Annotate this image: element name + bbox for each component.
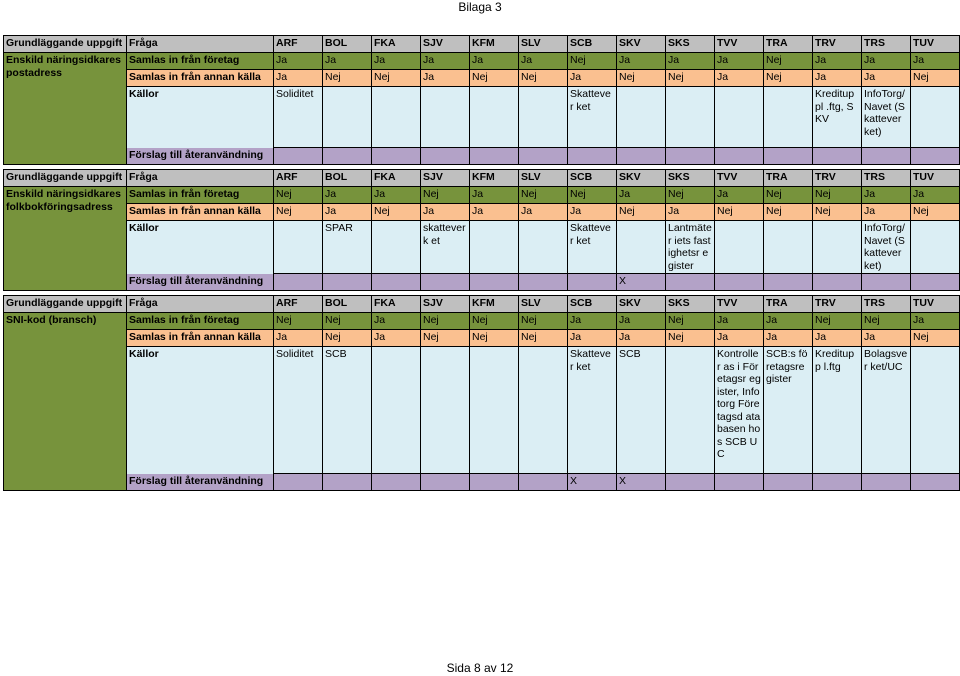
value-cell-foretag: Nej bbox=[666, 313, 715, 330]
value-cell-kallor bbox=[421, 87, 470, 148]
value-cell-kallor bbox=[372, 347, 421, 474]
page-header: Bilaga 3 bbox=[458, 0, 502, 14]
column-header-question: Fråga bbox=[127, 296, 274, 313]
header-row bbox=[4, 36, 960, 53]
value-cell-forslag bbox=[764, 274, 813, 291]
value-cell-foretag: Nej bbox=[519, 313, 568, 330]
value-cell-foretag: Ja bbox=[715, 53, 764, 70]
value-cell-forslag bbox=[764, 474, 813, 491]
value-cell-annan: Nej bbox=[764, 204, 813, 221]
value-cell-annan: Nej bbox=[617, 70, 666, 87]
subject-cell: Enskild näringsidkares folkbokföringsadress bbox=[4, 187, 127, 291]
value-cell-annan: Ja bbox=[862, 204, 911, 221]
value-cell-annan: Nej bbox=[911, 204, 960, 221]
value-cell-forslag: X bbox=[617, 474, 666, 491]
value-cell-foretag: Nej bbox=[274, 313, 323, 330]
value-cell-forslag bbox=[568, 274, 617, 291]
value-cell-annan: Ja bbox=[813, 70, 862, 87]
value-cell-kallor bbox=[519, 221, 568, 274]
value-cell-forslag bbox=[274, 148, 323, 165]
value-cell-kallor bbox=[470, 87, 519, 148]
value-cell-kallor: Kreditupp l.ftg bbox=[813, 347, 862, 474]
value-cell-kallor: SCB:s företagsre gister bbox=[764, 347, 813, 474]
value-cell-forslag bbox=[519, 474, 568, 491]
value-cell-annan: Ja bbox=[274, 330, 323, 347]
value-cell-kallor: Kontroller as i Företagsr egister, Infotorg Företagsd atabasen hos SCB UC bbox=[715, 347, 764, 474]
value-cell-forslag bbox=[617, 148, 666, 165]
row-kallor bbox=[4, 87, 960, 148]
row-label-forslag: Förslag till återanvändning bbox=[127, 274, 274, 291]
value-cell-kallor bbox=[911, 221, 960, 274]
row-label-foretag: Samlas in från företag bbox=[127, 313, 274, 330]
value-cell-foretag: Nej bbox=[274, 187, 323, 204]
value-cell-forslag bbox=[421, 474, 470, 491]
value-cell-forslag bbox=[813, 148, 862, 165]
column-header-trs: TRS bbox=[862, 36, 911, 53]
value-cell-annan: Ja bbox=[372, 330, 421, 347]
row-foretag bbox=[4, 313, 960, 330]
value-cell-forslag bbox=[715, 274, 764, 291]
value-cell-annan: Ja bbox=[323, 204, 372, 221]
value-cell-kallor: SCB bbox=[323, 347, 372, 474]
value-cell-foretag: Ja bbox=[666, 53, 715, 70]
subject-cell: Enskild näringsidkares postadress bbox=[4, 53, 127, 165]
value-cell-annan: Nej bbox=[519, 330, 568, 347]
row-label-kallor: Källor bbox=[127, 347, 274, 474]
column-header-tvv: TVV bbox=[715, 36, 764, 53]
value-cell-forslag: X bbox=[568, 474, 617, 491]
value-cell-forslag bbox=[666, 474, 715, 491]
value-cell-foretag: Ja bbox=[421, 53, 470, 70]
value-cell-forslag bbox=[421, 148, 470, 165]
column-header-fka: FKA bbox=[372, 170, 421, 187]
value-cell-foretag: Nej bbox=[862, 313, 911, 330]
value-cell-foretag: Ja bbox=[372, 187, 421, 204]
row-label-forslag: Förslag till återanvändning bbox=[127, 474, 274, 491]
value-cell-annan: Nej bbox=[470, 70, 519, 87]
value-cell-kallor: SCB bbox=[617, 347, 666, 474]
row-forslag bbox=[4, 274, 960, 291]
value-cell-annan: Ja bbox=[862, 70, 911, 87]
value-cell-annan: Nej bbox=[764, 70, 813, 87]
column-header-scb: SCB bbox=[568, 36, 617, 53]
value-cell-forslag bbox=[666, 148, 715, 165]
value-cell-forslag bbox=[862, 274, 911, 291]
value-cell-forslag bbox=[323, 274, 372, 291]
value-cell-foretag: Nej bbox=[666, 187, 715, 204]
value-cell-foretag: Ja bbox=[617, 187, 666, 204]
column-header-subject: Grundläggande uppgift bbox=[4, 36, 127, 53]
column-header-skv: SKV bbox=[617, 296, 666, 313]
value-cell-kallor: Bolagsver ket/UC bbox=[862, 347, 911, 474]
value-cell-annan: Nej bbox=[470, 330, 519, 347]
value-cell-foretag: Ja bbox=[862, 187, 911, 204]
value-cell-foretag: Ja bbox=[323, 187, 372, 204]
value-cell-annan: Nej bbox=[323, 70, 372, 87]
column-header-tvv: TVV bbox=[715, 170, 764, 187]
value-cell-forslag bbox=[862, 148, 911, 165]
value-cell-annan: Ja bbox=[813, 330, 862, 347]
column-header-trv: TRV bbox=[813, 170, 862, 187]
value-cell-forslag bbox=[911, 274, 960, 291]
value-cell-kallor: InfoTorg/ Navet (Skattever ket) bbox=[862, 221, 911, 274]
column-header-scb: SCB bbox=[568, 296, 617, 313]
column-header-skv: SKV bbox=[617, 36, 666, 53]
value-cell-kallor bbox=[372, 221, 421, 274]
subject-cell: SNI-kod (bransch) bbox=[4, 313, 127, 491]
value-cell-kallor bbox=[274, 221, 323, 274]
value-cell-forslag bbox=[911, 148, 960, 165]
row-annan bbox=[4, 330, 960, 347]
value-cell-foretag: Ja bbox=[715, 313, 764, 330]
value-cell-annan: Nej bbox=[715, 204, 764, 221]
value-cell-kallor bbox=[519, 347, 568, 474]
value-cell-foretag: Ja bbox=[274, 53, 323, 70]
value-cell-foretag: Ja bbox=[470, 187, 519, 204]
header-row bbox=[4, 296, 960, 313]
value-cell-kallor bbox=[764, 87, 813, 148]
column-header-trv: TRV bbox=[813, 36, 862, 53]
row-foretag bbox=[4, 187, 960, 204]
value-cell-foretag: Ja bbox=[519, 53, 568, 70]
value-cell-foretag: Nej bbox=[813, 187, 862, 204]
value-cell-annan: Ja bbox=[862, 330, 911, 347]
value-cell-annan: Ja bbox=[666, 204, 715, 221]
value-cell-foretag: Nej bbox=[813, 313, 862, 330]
value-cell-kallor bbox=[764, 221, 813, 274]
value-cell-annan: Nej bbox=[372, 204, 421, 221]
column-header-sks: SKS bbox=[666, 36, 715, 53]
column-header-bol: BOL bbox=[323, 296, 372, 313]
column-header-sks: SKS bbox=[666, 296, 715, 313]
column-header-scb: SCB bbox=[568, 170, 617, 187]
value-cell-forslag bbox=[715, 148, 764, 165]
column-header-subject: Grundläggande uppgift bbox=[4, 170, 127, 187]
value-cell-foretag: Nej bbox=[421, 187, 470, 204]
value-cell-annan: Nej bbox=[617, 204, 666, 221]
value-cell-forslag bbox=[862, 474, 911, 491]
column-header-tvv: TVV bbox=[715, 296, 764, 313]
column-header-skv: SKV bbox=[617, 170, 666, 187]
value-cell-kallor: Lantmäter iets fastighetsr egister bbox=[666, 221, 715, 274]
column-header-arf: ARF bbox=[274, 296, 323, 313]
row-label-kallor: Källor bbox=[127, 87, 274, 148]
column-header-sjv: SJV bbox=[421, 170, 470, 187]
value-cell-annan: Ja bbox=[519, 204, 568, 221]
value-cell-annan: Ja bbox=[470, 204, 519, 221]
value-cell-forslag bbox=[372, 474, 421, 491]
value-cell-foretag: Ja bbox=[617, 313, 666, 330]
value-cell-forslag bbox=[666, 274, 715, 291]
value-cell-forslag bbox=[274, 474, 323, 491]
value-cell-kallor bbox=[715, 87, 764, 148]
value-cell-foretag: Ja bbox=[862, 53, 911, 70]
value-cell-kallor bbox=[911, 347, 960, 474]
value-cell-forslag: X bbox=[617, 274, 666, 291]
column-header-kfm: KFM bbox=[470, 36, 519, 53]
value-cell-forslag bbox=[470, 148, 519, 165]
value-cell-foretag: Nej bbox=[470, 313, 519, 330]
value-cell-kallor: InfoTorg/ Navet (Skattever ket) bbox=[862, 87, 911, 148]
value-cell-kallor bbox=[323, 87, 372, 148]
column-header-bol: BOL bbox=[323, 170, 372, 187]
value-cell-kallor: SPAR bbox=[323, 221, 372, 274]
value-cell-annan: Ja bbox=[568, 204, 617, 221]
row-label-forslag: Förslag till återanvändning bbox=[127, 148, 274, 165]
column-header-question: Fråga bbox=[127, 36, 274, 53]
column-header-arf: ARF bbox=[274, 170, 323, 187]
row-annan bbox=[4, 70, 960, 87]
column-header-bol: BOL bbox=[323, 36, 372, 53]
value-cell-forslag bbox=[813, 274, 862, 291]
column-header-trs: TRS bbox=[862, 296, 911, 313]
column-header-kfm: KFM bbox=[470, 296, 519, 313]
value-cell-annan: Nej bbox=[323, 330, 372, 347]
value-cell-forslag bbox=[519, 274, 568, 291]
value-cell-annan: Ja bbox=[715, 70, 764, 87]
value-cell-annan: Nej bbox=[421, 330, 470, 347]
value-cell-foretag: Nej bbox=[568, 53, 617, 70]
value-cell-forslag bbox=[715, 474, 764, 491]
value-cell-kallor bbox=[617, 221, 666, 274]
column-header-question: Fråga bbox=[127, 170, 274, 187]
value-cell-foretag: Ja bbox=[911, 313, 960, 330]
value-cell-forslag bbox=[470, 474, 519, 491]
value-cell-foretag: Ja bbox=[323, 53, 372, 70]
value-cell-kallor: Skattever ket bbox=[568, 221, 617, 274]
row-forslag bbox=[4, 148, 960, 165]
column-header-sks: SKS bbox=[666, 170, 715, 187]
value-cell-foretag: Nej bbox=[323, 313, 372, 330]
row-forslag bbox=[4, 474, 960, 491]
column-header-slv: SLV bbox=[519, 170, 568, 187]
row-label-annan: Samlas in från annan källa bbox=[127, 70, 274, 87]
value-cell-annan: Ja bbox=[715, 330, 764, 347]
value-cell-annan: Ja bbox=[617, 330, 666, 347]
value-cell-kallor: Soliditet bbox=[274, 347, 323, 474]
value-cell-forslag bbox=[911, 474, 960, 491]
column-header-kfm: KFM bbox=[470, 170, 519, 187]
column-header-trv: TRV bbox=[813, 296, 862, 313]
value-cell-foretag: Ja bbox=[911, 53, 960, 70]
value-cell-kallor: Skattever ket bbox=[568, 347, 617, 474]
value-cell-annan: Nej bbox=[813, 204, 862, 221]
value-cell-annan: Ja bbox=[568, 330, 617, 347]
value-cell-foretag: Nej bbox=[568, 187, 617, 204]
row-label-foretag: Samlas in från företag bbox=[127, 187, 274, 204]
value-cell-annan: Nej bbox=[519, 70, 568, 87]
value-cell-foretag: Ja bbox=[911, 187, 960, 204]
value-cell-kallor: Kredituppl .ftg, SKV bbox=[813, 87, 862, 148]
value-cell-forslag bbox=[323, 148, 372, 165]
value-cell-kallor bbox=[470, 347, 519, 474]
column-header-fka: FKA bbox=[372, 296, 421, 313]
row-label-annan: Samlas in från annan källa bbox=[127, 204, 274, 221]
value-cell-foretag: Ja bbox=[470, 53, 519, 70]
value-cell-kallor bbox=[421, 347, 470, 474]
value-cell-kallor bbox=[372, 87, 421, 148]
column-header-arf: ARF bbox=[274, 36, 323, 53]
value-cell-forslag bbox=[274, 274, 323, 291]
row-label-kallor: Källor bbox=[127, 221, 274, 274]
column-header-tra: TRA bbox=[764, 170, 813, 187]
value-cell-forslag bbox=[372, 274, 421, 291]
value-cell-forslag bbox=[813, 474, 862, 491]
row-label-foretag: Samlas in från företag bbox=[127, 53, 274, 70]
value-cell-annan: Ja bbox=[421, 204, 470, 221]
value-cell-foretag: Nej bbox=[764, 187, 813, 204]
value-cell-annan: Nej bbox=[274, 204, 323, 221]
value-cell-annan: Ja bbox=[274, 70, 323, 87]
column-header-tuv: TUV bbox=[911, 36, 960, 53]
value-cell-annan: Nej bbox=[666, 70, 715, 87]
value-cell-foretag: Ja bbox=[372, 313, 421, 330]
column-header-sjv: SJV bbox=[421, 296, 470, 313]
value-cell-kallor bbox=[666, 87, 715, 148]
value-cell-forslag bbox=[568, 148, 617, 165]
value-cell-foretag: Nej bbox=[421, 313, 470, 330]
value-cell-annan: Nej bbox=[666, 330, 715, 347]
column-header-slv: SLV bbox=[519, 36, 568, 53]
column-header-tuv: TUV bbox=[911, 170, 960, 187]
value-cell-kallor bbox=[617, 87, 666, 148]
value-cell-forslag bbox=[519, 148, 568, 165]
value-cell-foretag: Ja bbox=[372, 53, 421, 70]
column-header-tuv: TUV bbox=[911, 296, 960, 313]
value-cell-forslag bbox=[323, 474, 372, 491]
value-cell-annan: Nej bbox=[372, 70, 421, 87]
value-cell-kallor: Skattever ket bbox=[568, 87, 617, 148]
value-cell-annan: Nej bbox=[911, 70, 960, 87]
reuse-table bbox=[3, 35, 960, 491]
value-cell-forslag bbox=[421, 274, 470, 291]
row-kallor bbox=[4, 347, 960, 474]
value-cell-kallor bbox=[715, 221, 764, 274]
column-header-subject: Grundläggande uppgift bbox=[4, 296, 127, 313]
value-cell-kallor: Soliditet bbox=[274, 87, 323, 148]
value-cell-foretag: Ja bbox=[568, 313, 617, 330]
value-cell-annan: Nej bbox=[911, 330, 960, 347]
value-cell-kallor bbox=[519, 87, 568, 148]
column-header-tra: TRA bbox=[764, 296, 813, 313]
value-cell-kallor bbox=[911, 87, 960, 148]
value-cell-foretag: Nej bbox=[519, 187, 568, 204]
value-cell-annan: Ja bbox=[421, 70, 470, 87]
value-cell-foretag: Ja bbox=[764, 313, 813, 330]
value-cell-kallor bbox=[813, 221, 862, 274]
row-label-annan: Samlas in från annan källa bbox=[127, 330, 274, 347]
column-header-fka: FKA bbox=[372, 36, 421, 53]
row-kallor bbox=[4, 221, 960, 274]
row-foretag bbox=[4, 53, 960, 70]
column-header-slv: SLV bbox=[519, 296, 568, 313]
row-annan bbox=[4, 204, 960, 221]
column-header-sjv: SJV bbox=[421, 36, 470, 53]
column-header-trs: TRS bbox=[862, 170, 911, 187]
value-cell-foretag: Ja bbox=[813, 53, 862, 70]
column-header-tra: TRA bbox=[764, 36, 813, 53]
value-cell-foretag: Nej bbox=[764, 53, 813, 70]
value-cell-kallor: skatteverk et bbox=[421, 221, 470, 274]
value-cell-annan: Ja bbox=[764, 330, 813, 347]
value-cell-forslag bbox=[764, 148, 813, 165]
value-cell-forslag bbox=[470, 274, 519, 291]
value-cell-foretag: Ja bbox=[715, 187, 764, 204]
value-cell-kallor bbox=[666, 347, 715, 474]
page-footer: Sida 8 av 12 bbox=[446, 661, 514, 675]
value-cell-forslag bbox=[372, 148, 421, 165]
value-cell-annan: Ja bbox=[568, 70, 617, 87]
header-row bbox=[4, 170, 960, 187]
value-cell-foretag: Ja bbox=[617, 53, 666, 70]
value-cell-kallor bbox=[470, 221, 519, 274]
